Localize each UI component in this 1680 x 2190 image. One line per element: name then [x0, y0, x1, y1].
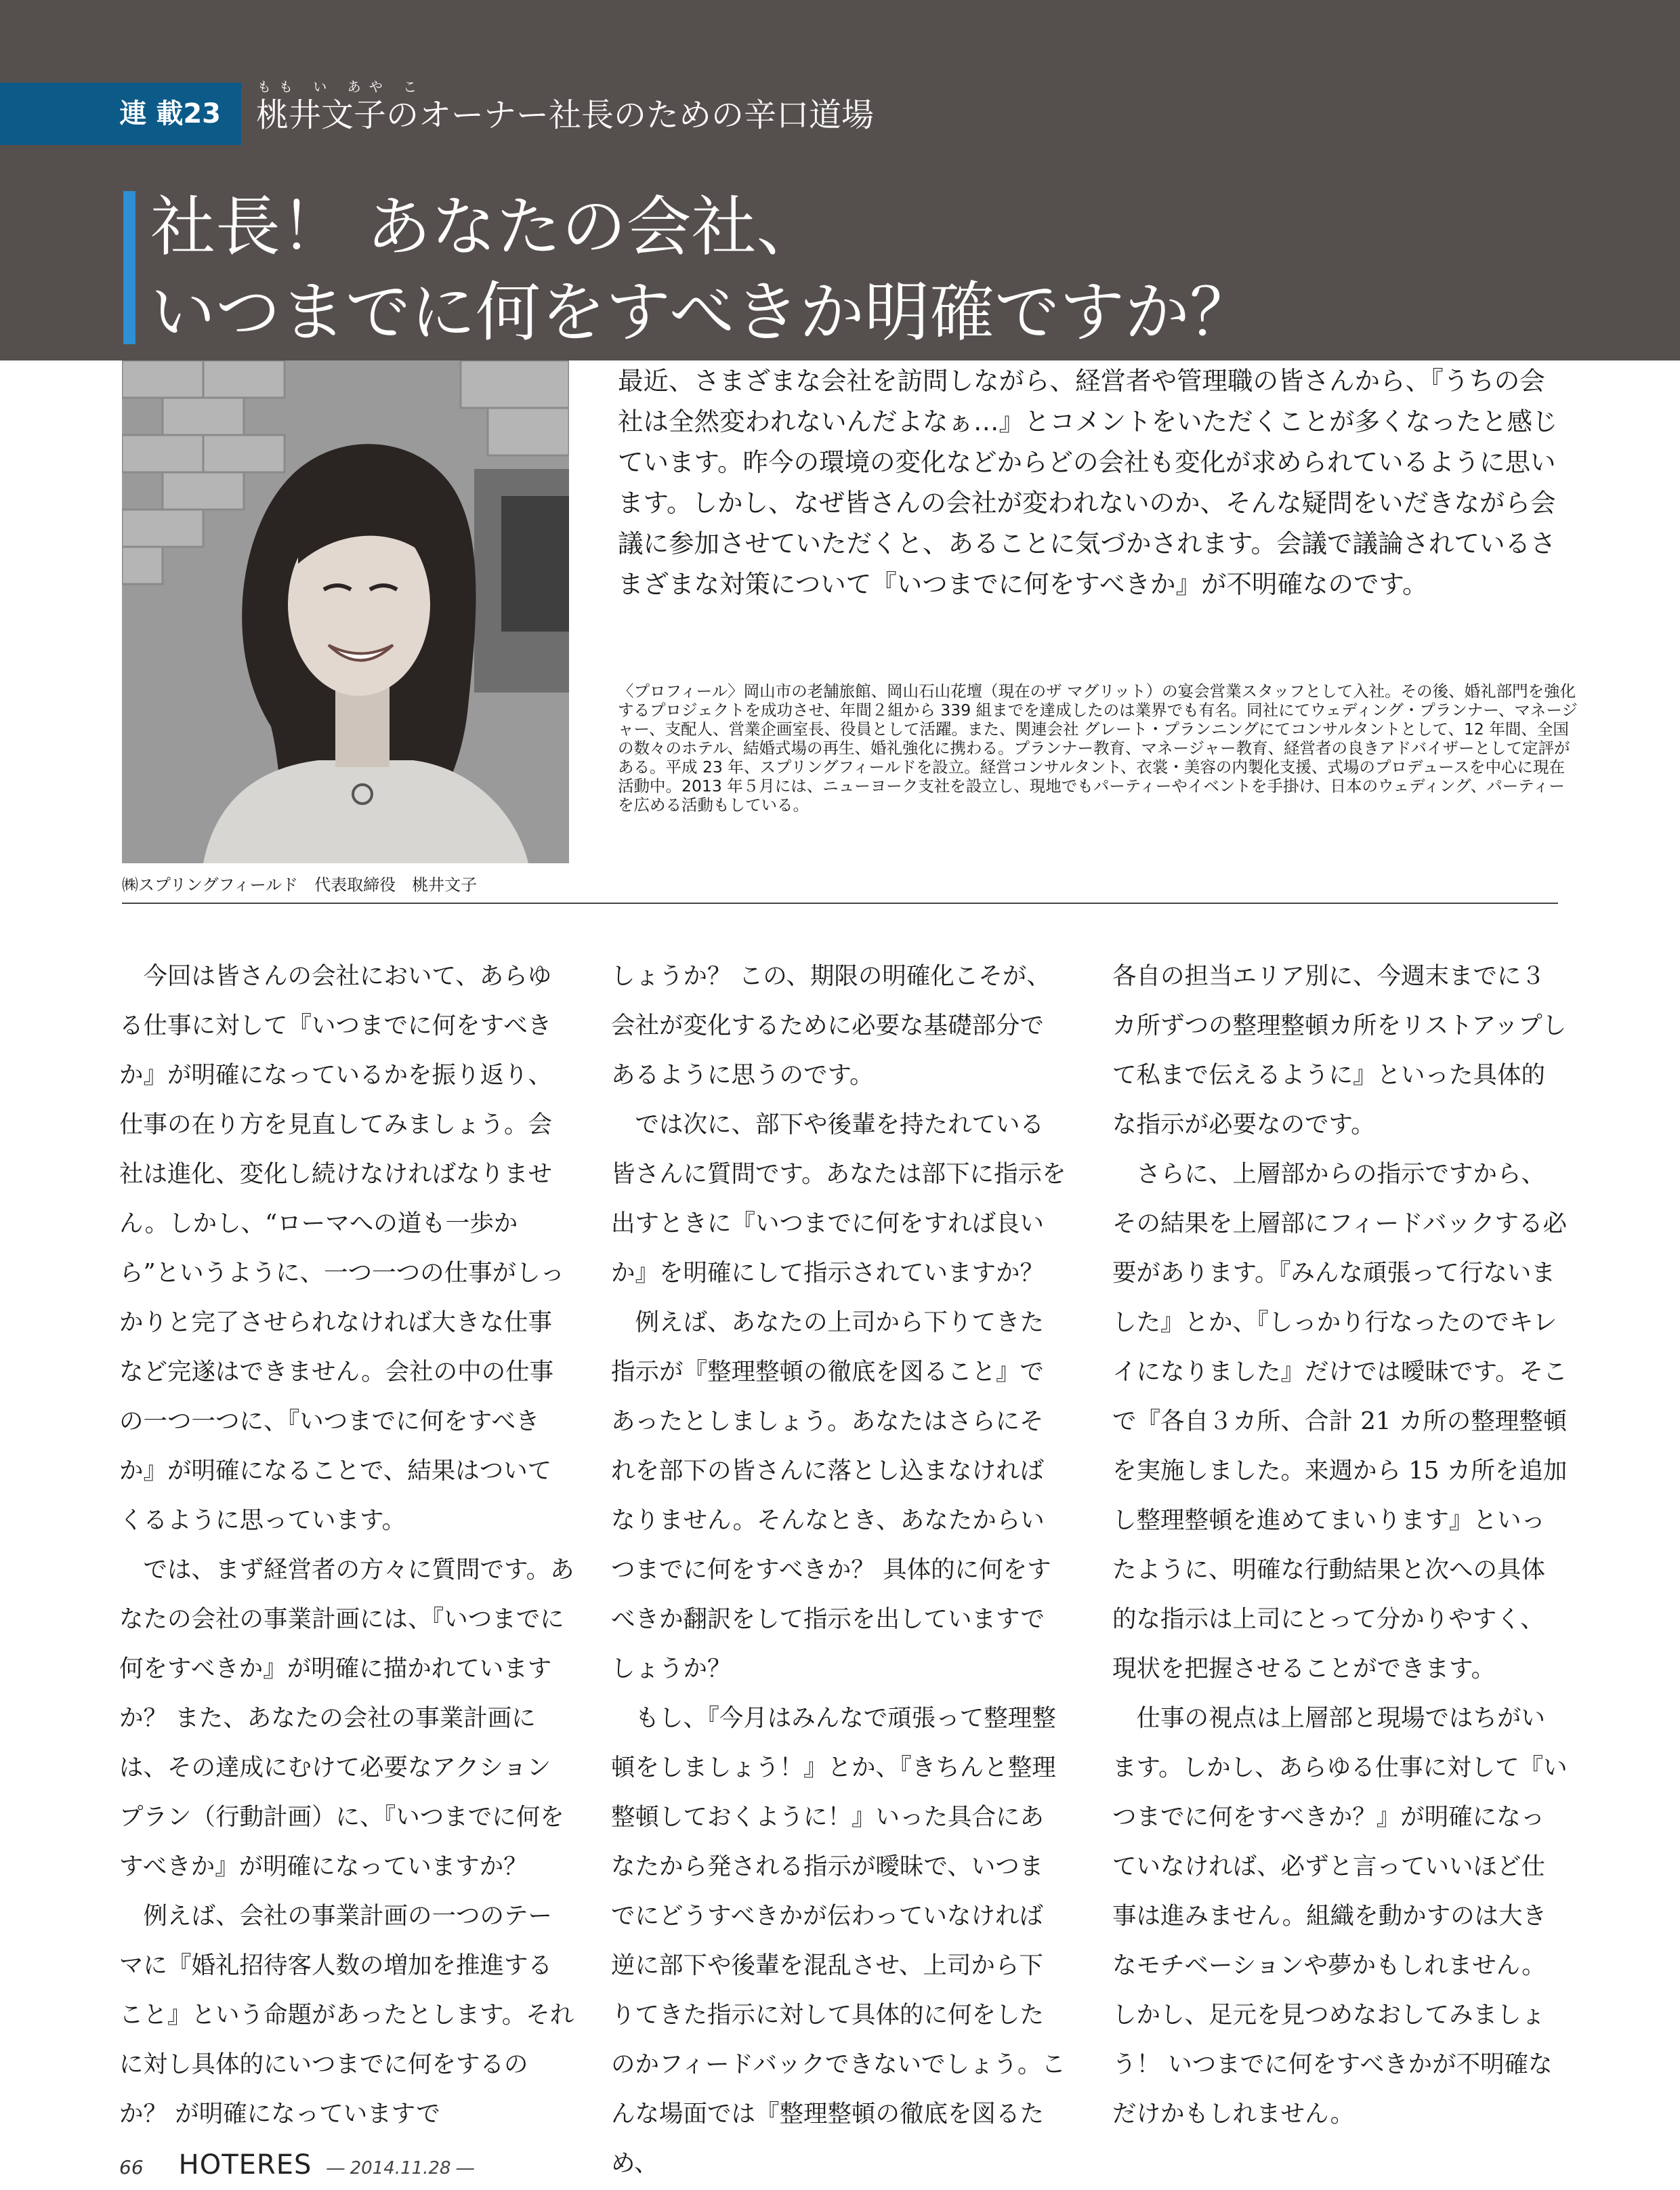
body-paragraph: では次に、部下や後輩を持たれている皆さんに質問です。あなたは部下に指示を出すときに『いつまでに何をすれば良いか』を明確にして指示されていますか？ [611, 1111, 1066, 1287]
series-label: 連 載23 [0, 83, 241, 145]
series-ruby: もも い あや こ [257, 79, 425, 95]
magazine-name: HOTERES [178, 2149, 312, 2181]
article-title [150, 184, 1255, 355]
body-paragraph: 各自の担当エリア別に、今週末までに３カ所ずつの整理整頓カ所をリストアップして私まで伝えるように』といった具体的な指示が必要なのです。 [1112, 962, 1567, 1138]
page-footer [119, 2149, 474, 2181]
issue-date: ― 2014.11.28 ― [327, 2158, 474, 2178]
body-paragraph: 例えば、あなたの上司から下りてきた指示が『整理整頓の徹底を図ること』であったとしましょう。あなたはさらにそれを部下の皆さんに落とし込まなければなりません。そんなとき、あなたからいつまでに何をすべきか？ 具体的に何をすべきか翻訳をして指示を出していますでしょうか？ [611, 1308, 1051, 1682]
body-paragraph: もし、『今月はみんなで頑張って整理整頓をしましょう！』とか、『きちんと整理整頓しておくように！』いった具合にあなたから発される指示が曖昧で、いつまでにどうすべきかが伝わっていなければ逆に部下や後輩を混乱させ、上司から下りてきた指示に対して具体的に何をしたのかフィードバックできないでしょう。こんな場面では『整理整頓の徹底を図るため、 [611, 1704, 1066, 2177]
page-number: 66 [119, 2156, 144, 2178]
body-column-2 [611, 951, 1066, 2188]
body-paragraph: さらに、上層部からの指示ですから、その結果を上層部にフィードバックする必要があります。『みんな頑張って行ないました』とか、『しっかり行なったのでキレイになりました』だけでは曖昧です。そこで『各自３カ所、合計 21 カ所の整理整頓を実施しました。来週から 15 カ所を追加し整理整頓を進めてまいります』といったように、明確な行動結果と次への具体的な指示は上司にとって分かりやすく、現状を把握させることができます。 [1112, 1160, 1568, 1682]
series-title: 桃井文子のオーナー社長のための辛口道場 [256, 96, 875, 134]
body-column-3 [1112, 951, 1568, 2139]
title-accent-bar [123, 191, 135, 344]
body-column-1 [119, 951, 574, 2139]
author-profile: 〈プロフィール〉岡山市の老舗旅館、岡山石山花壇（現在のザ マグリット）の宴会営業スタッフとして入社。その後、婚礼部門を強化するプロジェクトを成功させ、年間２組から 339 組までを達成したのは業界でも有名。同社にてウェディング・プランナー、マネージャー、支配人、営業企画室長、役員として活躍。また、関連会社 グレート・プランニングにてコンサルタントとして、12 年間、全国の数々のホテル、結婚式場の再生、婚礼強化に携わる。プランナー教育、マネージャー教育、経営者の良きアドバイザーとして定評がある。平成 23 年、スプリングフィールドを設立。経営コンサルタント、衣裳・美容の内製化支援、式場のプロデュースを中心に現在活動中。2013 年５月には、ニューヨーク支社を設立し、現地でもパーティーやイベントを手掛け、日本のウェディング、パーティーを広める活動もしている。 [618, 682, 1578, 814]
section-divider [122, 903, 1558, 904]
body-paragraph: 今回は皆さんの会社において、あらゆる仕事に対して『いつまでに何をすべきか』が明確になっているかを振り返り、仕事の在り方を見直してみましょう。会社は進化、変化し続けなければなりません。しかし、“ローマへの道も一歩から”というように、一つ一つの仕事がしっかりと完了させられなければ大きな仕事など完遂はできません。会社の中の仕事の一つ一つに、『いつまでに何をすべきか』が明確になることで、結果はついてくるように思っています。 [119, 962, 565, 1534]
body-paragraph: では、まず経営者の方々に質問です。あなたの会社の事業計画には、『いつまでに何をすべきか』が明確に描かれていますか？ また、あなたの会社の事業計画には、その達成にむけて必要なアクションプラン（行動計画）に、『いつまでに何をすべきか』が明確になっていますか？ [119, 1556, 574, 1880]
author-photo [122, 360, 569, 863]
body-paragraph: 例えば、会社の事業計画の一つのテーマに『婚礼招待客人数の増加を推進すること』という命題があったとします。それに対し具体的にいつまでに何をするのか？ が明確になっていますで [119, 1902, 574, 2128]
photo-caption: ㈱スプリングフィールド 代表取締役 桃井文子 [122, 875, 478, 894]
body-paragraph: 仕事の視点は上層部と現場ではちがいます。しかし、あらゆる仕事に対して『いつまでに何をすべきか？』が明確になっていなければ、必ずと言っていいほど仕事は進みません。組織を動かすのは大きなモチベーションや夢かもしれません。しかし、足元を見つめなおしてみましょう！ いつまでに何をすべきかが不明確なだけかもしれません。 [1112, 1704, 1568, 2128]
body-paragraph: しょうか？ この、期限の明確化こそが、会社が変化するために必要な基礎部分であるように思うのです。 [611, 962, 1051, 1089]
article-title-line1: 社長！ あなたの会社、 [150, 189, 822, 265]
article-title-line2: いつまでに何をすべきか明確ですか？ [150, 274, 1255, 350]
lead-paragraph: 最近、さまざまな会社を訪問しながら、経営者や管理職の皆さんから、『うちの会社は全然変われないんだよなぁ…』とコメントをいただくことが多くなったと感じています。昨今の環境の変化などからどの会社も変化が求められているように思います。しかし、なぜ皆さんの会社が変われないのか、そんな疑問をいだきながら会議に参加させていただくと、あることに気づかされます。会議で議論されているさまざまな対策について『いつまでに何をすべきか』が不明確なのです。 [618, 366, 1558, 599]
